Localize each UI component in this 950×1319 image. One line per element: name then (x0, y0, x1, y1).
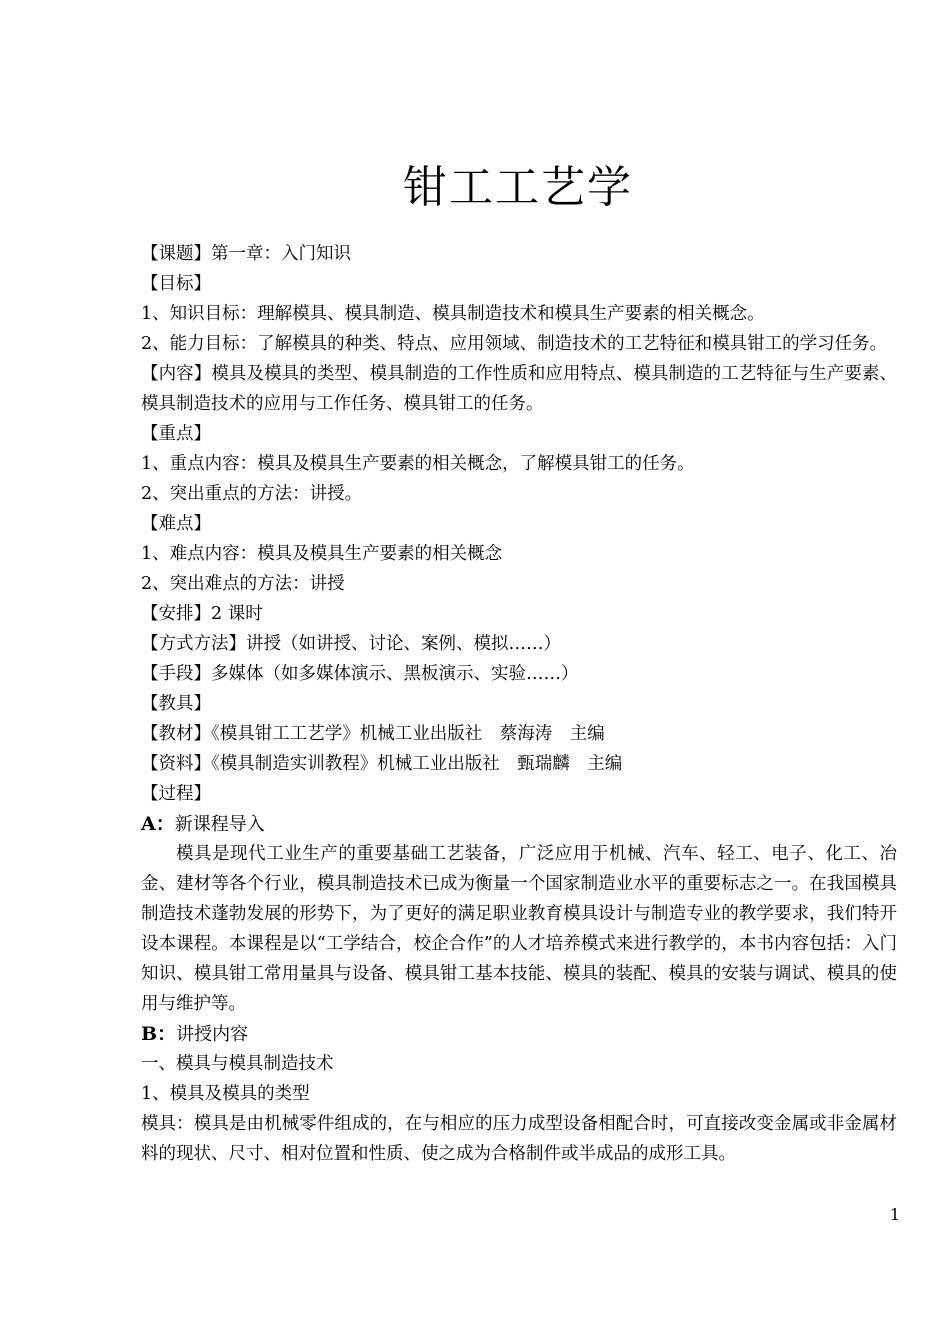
section-a-colon: ： (155, 813, 175, 835)
section-a-letter: A (141, 813, 156, 835)
difficulty-method: 2、突出难点的方法：讲授 (141, 574, 345, 594)
key-content: 1、重点内容：模具及模具生产要素的相关概念，了解模具钳工的任务。 (141, 454, 695, 474)
page-number: 1 (889, 1205, 901, 1224)
section-b-title: 讲授内容 (176, 1024, 249, 1045)
goal-ability: 2、能力目标：了解模具的种类、特点、应用领域、制造技术的工艺特征和模具钳工的学习任务。 (141, 334, 888, 354)
topic-line: 【课题】第一章：入门知识 (141, 244, 351, 264)
part-1-heading: 一、模具与模具制造技术 (141, 1054, 334, 1074)
key-method: 2、突出重点的方法：讲授。 (141, 484, 363, 504)
means-line: 【手段】多媒体（如多媒体演示、黑板演示、实验……） (141, 664, 579, 684)
goal-knowledge: 1、知识目标：理解模具、模具制造、模具制造技术和模具生产要素的相关概念。 (141, 304, 765, 324)
mold-definition: 模具：模具是由机械零件组成的，在与相应的压力成型设备相配合时，可直接改变金属或非金属材料的现状、尺寸、相对位置和性质、使之成为合格制件或半成品的成形工具。 (141, 1114, 897, 1164)
section-a-title: 新课程导入 (174, 814, 265, 835)
method-line: 【方式方法】讲授（如讲授、讨论、案例、模拟……） (141, 634, 561, 654)
document-title: 钳工工艺学 (403, 162, 633, 213)
difficulty-heading: 【难点】 (141, 514, 211, 534)
difficulty-content: 1、难点内容：模具及模具生产要素的相关概念 (141, 544, 503, 564)
textbook-line: 【教材】《模具钳工工艺学》机械工业出版社 蔡海涛 主编 (141, 724, 605, 744)
section-b-colon: ： (157, 1023, 177, 1045)
intro-paragraph: 模具是现代工业生产的重要基础工艺装备，广泛应用于机械、汽车、轻工、电子、化工、冶金、建材等各个行业，模具制造技术已成为衡量一个国家制造业水平的重要标志之一。在我国模具制造技术蓬勃发展的形势下，为了更好的满足职业教育模具设计与制造专业的教学要求，我们特开设本课程。本课程是以“工学结合，校企合作”的人才培养模式来进行教学的，本书内容包括：入门知识、模具钳工常用量具与设备、模具钳工基本技能、模具的装配、模具的安装与调试、模具的使用与维护等。 (141, 844, 897, 1014)
content-line: 【内容】模具及模具的类型、模具制造的工作性质和应用特点、模具制造的工艺特征与生产要素、模具制造技术的应用与工作任务、模具钳工的任务。 (141, 364, 897, 414)
reference-line: 【资料】《模具制造实训教程》机械工业出版社 甄瑞麟 主编 (141, 754, 623, 774)
section-b-heading (141, 1019, 897, 1049)
key-heading: 【重点】 (141, 424, 211, 444)
section-b-letter: B (141, 1023, 158, 1045)
tools-line: 【教具】 (141, 694, 211, 714)
document-body (141, 239, 897, 1169)
process-line: 【过程】 (141, 784, 211, 804)
part-1-1-heading: 1、模具及模具的类型 (141, 1084, 310, 1104)
section-a-heading (141, 809, 897, 839)
goal-heading: 【目标】 (141, 274, 211, 294)
schedule-line: 【安排】2 课时 (141, 604, 263, 624)
